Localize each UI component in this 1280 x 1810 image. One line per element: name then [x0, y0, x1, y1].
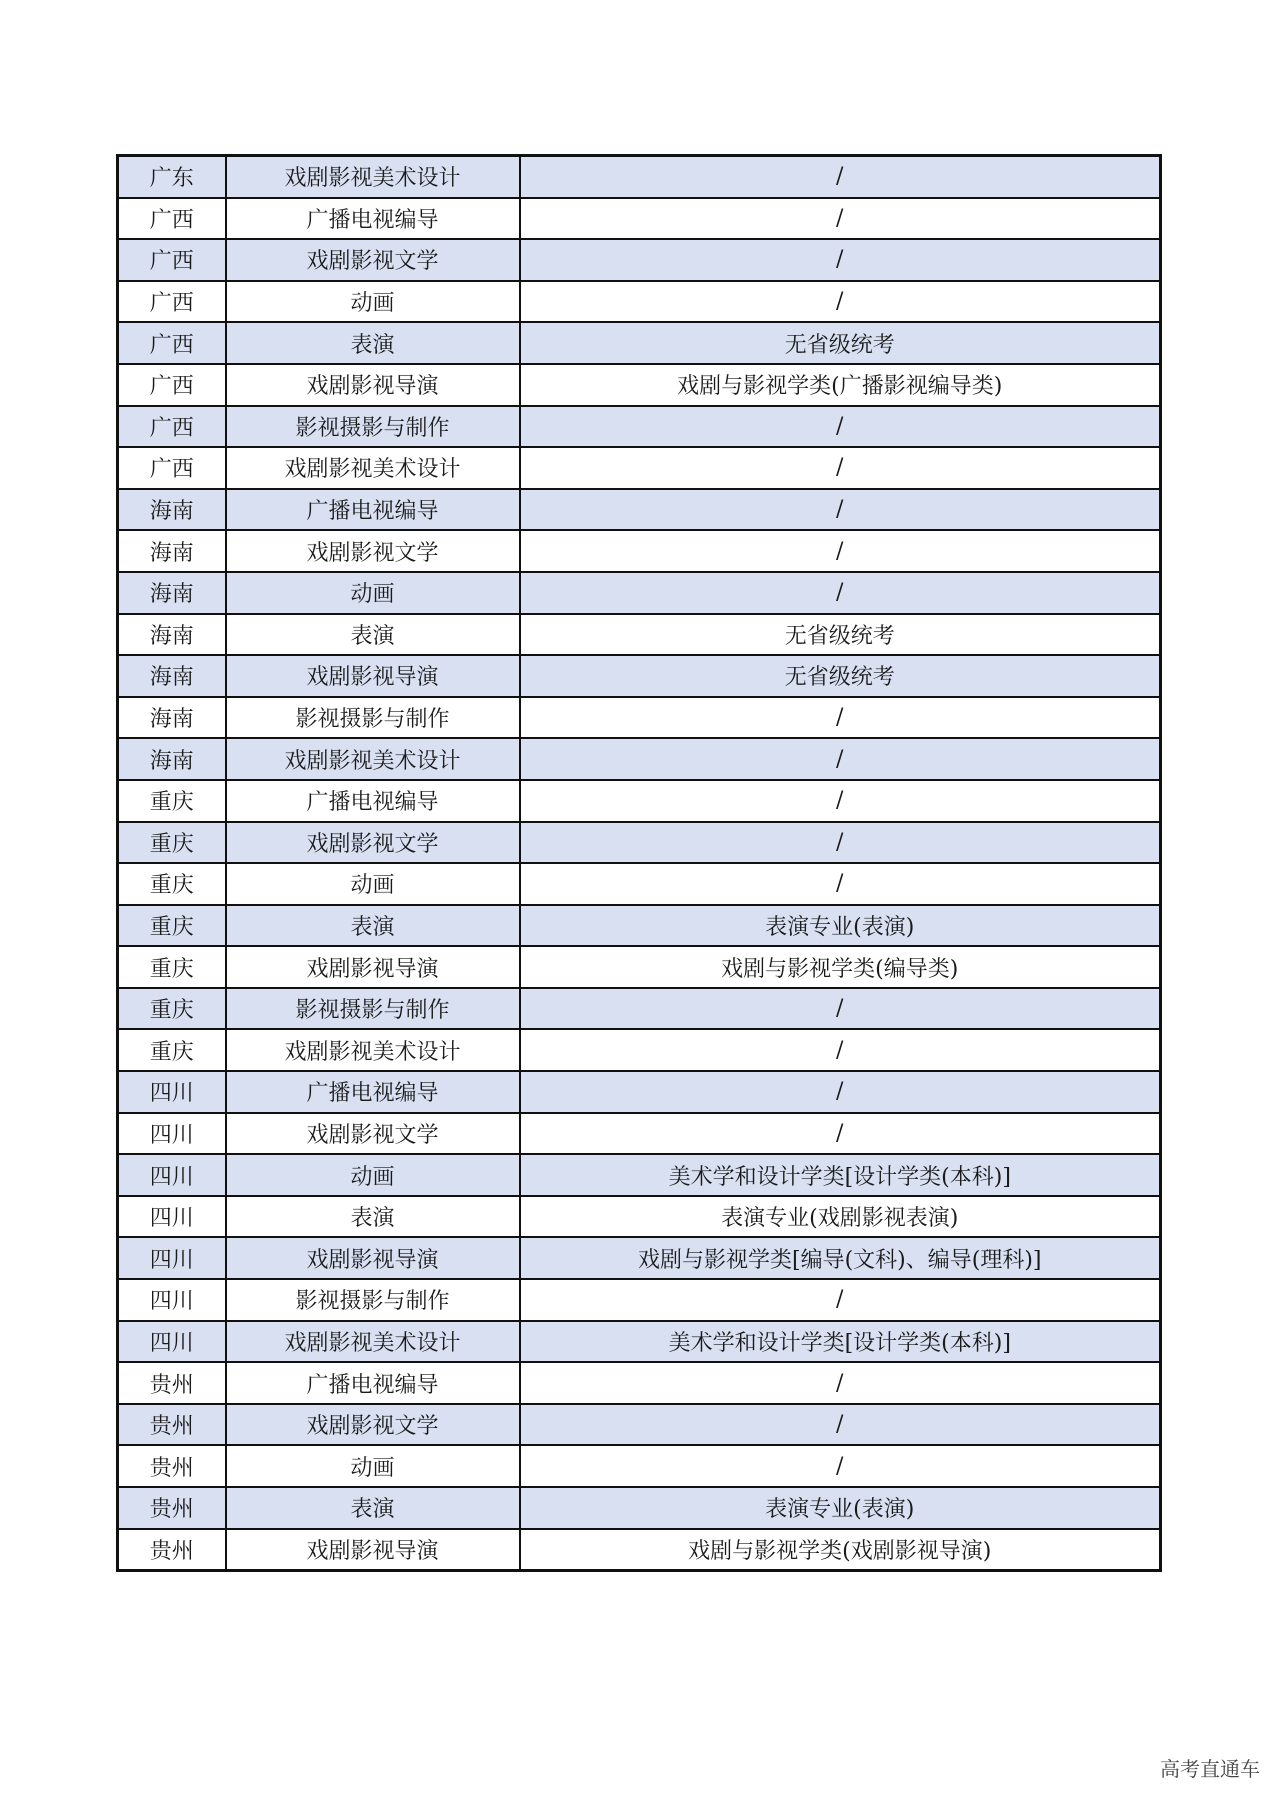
- table-row: [118, 905, 1161, 947]
- major-cell: 动画: [226, 863, 520, 905]
- province-cell: 四川: [118, 1154, 226, 1196]
- province-cell: 四川: [118, 1196, 226, 1238]
- exam-category-cell: /: [520, 530, 1161, 572]
- major-cell: 戏剧影视文学: [226, 1404, 520, 1446]
- major-cell: 戏剧影视文学: [226, 530, 520, 572]
- table-row: [118, 863, 1161, 905]
- province-cell: 广西: [118, 406, 226, 448]
- exam-category-cell: /: [520, 239, 1161, 281]
- table-row: [118, 1071, 1161, 1113]
- major-cell: 广播电视编导: [226, 1071, 520, 1113]
- exam-category-cell: 表演专业(戏剧影视表演): [520, 1196, 1161, 1238]
- major-cell: 广播电视编导: [226, 198, 520, 240]
- exam-category-cell: /: [520, 489, 1161, 531]
- province-cell: 贵州: [118, 1529, 226, 1571]
- exam-category-cell: /: [520, 738, 1161, 780]
- table-row: [118, 1237, 1161, 1279]
- major-cell: 戏剧影视美术设计: [226, 447, 520, 489]
- table-row: [118, 1529, 1161, 1571]
- table-row: [118, 156, 1161, 198]
- major-cell: 戏剧影视文学: [226, 1113, 520, 1155]
- major-cell: 戏剧影视导演: [226, 655, 520, 697]
- exam-category-cell: /: [520, 1071, 1161, 1113]
- province-cell: 贵州: [118, 1487, 226, 1529]
- table-row: [118, 614, 1161, 656]
- major-cell: 表演: [226, 322, 520, 364]
- exam-category-cell: /: [520, 1404, 1161, 1446]
- table-row: [118, 364, 1161, 406]
- exam-category-cell: 戏剧与影视学类[编导(文科)、编导(理科)]: [520, 1237, 1161, 1279]
- table-row: [118, 1445, 1161, 1487]
- exam-category-cell: /: [520, 988, 1161, 1030]
- province-cell: 重庆: [118, 946, 226, 988]
- major-cell: 戏剧影视导演: [226, 364, 520, 406]
- table-row: [118, 489, 1161, 531]
- major-cell: 广播电视编导: [226, 1362, 520, 1404]
- exam-category-cell: /: [520, 281, 1161, 323]
- exam-category-cell: 无省级统考: [520, 322, 1161, 364]
- province-cell: 贵州: [118, 1445, 226, 1487]
- exam-category-cell: 美术学和设计学类[设计学类(本科)]: [520, 1321, 1161, 1363]
- province-cell: 贵州: [118, 1404, 226, 1446]
- exam-category-cell: /: [520, 697, 1161, 739]
- province-cell: 广西: [118, 198, 226, 240]
- exam-category-cell: /: [520, 1113, 1161, 1155]
- exam-category-cell: 无省级统考: [520, 614, 1161, 656]
- province-cell: 四川: [118, 1113, 226, 1155]
- table-row: [118, 822, 1161, 864]
- exam-category-cell: 表演专业(表演): [520, 1487, 1161, 1529]
- table-row: [118, 946, 1161, 988]
- province-cell: 广西: [118, 322, 226, 364]
- province-cell: 重庆: [118, 780, 226, 822]
- exam-category-cell: /: [520, 1029, 1161, 1071]
- province-cell: 四川: [118, 1321, 226, 1363]
- table-row: [118, 1196, 1161, 1238]
- exam-category-cell: /: [520, 572, 1161, 614]
- major-cell: 动画: [226, 1154, 520, 1196]
- table-row: [118, 697, 1161, 739]
- exam-category-cell: /: [520, 1445, 1161, 1487]
- table-row: [118, 738, 1161, 780]
- major-cell: 影视摄影与制作: [226, 1279, 520, 1321]
- table-row: [118, 1279, 1161, 1321]
- table-row: [118, 780, 1161, 822]
- table-row: [118, 198, 1161, 240]
- table-row: [118, 1113, 1161, 1155]
- province-cell: 海南: [118, 489, 226, 531]
- watermark: 高考直通车: [1160, 1757, 1260, 1781]
- province-cell: 广西: [118, 447, 226, 489]
- major-cell: 戏剧影视文学: [226, 239, 520, 281]
- province-cell: 广西: [118, 239, 226, 281]
- exam-category-cell: /: [520, 198, 1161, 240]
- major-cell: 表演: [226, 1487, 520, 1529]
- exam-category-cell: /: [520, 863, 1161, 905]
- exam-category-cell: 美术学和设计学类[设计学类(本科)]: [520, 1154, 1161, 1196]
- major-cell: 戏剧影视导演: [226, 1529, 520, 1571]
- major-cell: 广播电视编导: [226, 489, 520, 531]
- table-body: [118, 156, 1161, 1571]
- exam-category-cell: /: [520, 156, 1161, 198]
- province-cell: 四川: [118, 1237, 226, 1279]
- province-cell: 广西: [118, 281, 226, 323]
- province-cell: 重庆: [118, 822, 226, 864]
- major-cell: 戏剧影视美术设计: [226, 1029, 520, 1071]
- province-cell: 广西: [118, 364, 226, 406]
- major-cell: 表演: [226, 1196, 520, 1238]
- exam-category-cell: 无省级统考: [520, 655, 1161, 697]
- major-cell: 戏剧影视美术设计: [226, 1321, 520, 1363]
- province-cell: 重庆: [118, 905, 226, 947]
- major-cell: 戏剧影视文学: [226, 822, 520, 864]
- major-cell: 影视摄影与制作: [226, 406, 520, 448]
- major-cell: 动画: [226, 281, 520, 323]
- major-cell: 动画: [226, 1445, 520, 1487]
- exam-category-cell: 戏剧与影视学类(广播影视编导类): [520, 364, 1161, 406]
- province-cell: 海南: [118, 738, 226, 780]
- province-cell: 重庆: [118, 863, 226, 905]
- province-cell: 海南: [118, 572, 226, 614]
- exam-category-table: [116, 154, 1162, 1572]
- major-cell: 动画: [226, 572, 520, 614]
- table-row: [118, 655, 1161, 697]
- exam-category-cell: /: [520, 1362, 1161, 1404]
- exam-category-cell: 表演专业(表演): [520, 905, 1161, 947]
- table-row: [118, 1321, 1161, 1363]
- major-cell: 影视摄影与制作: [226, 988, 520, 1030]
- major-cell: 影视摄影与制作: [226, 697, 520, 739]
- table-row: [118, 322, 1161, 364]
- exam-category-cell: /: [520, 822, 1161, 864]
- table-row: [118, 988, 1161, 1030]
- province-cell: 四川: [118, 1071, 226, 1113]
- exam-category-cell: 戏剧与影视学类(编导类): [520, 946, 1161, 988]
- major-cell: 戏剧影视美术设计: [226, 156, 520, 198]
- province-cell: 四川: [118, 1279, 226, 1321]
- province-cell: 重庆: [118, 1029, 226, 1071]
- table-row: [118, 406, 1161, 448]
- table-row: [118, 1154, 1161, 1196]
- major-cell: 广播电视编导: [226, 780, 520, 822]
- province-cell: 海南: [118, 614, 226, 656]
- table-row: [118, 447, 1161, 489]
- table-row: [118, 530, 1161, 572]
- table-row: [118, 572, 1161, 614]
- table-row: [118, 1404, 1161, 1446]
- province-cell: 贵州: [118, 1362, 226, 1404]
- major-cell: 表演: [226, 614, 520, 656]
- table-row: [118, 1029, 1161, 1071]
- province-cell: 海南: [118, 697, 226, 739]
- province-cell: 海南: [118, 655, 226, 697]
- province-cell: 海南: [118, 530, 226, 572]
- exam-category-cell: /: [520, 780, 1161, 822]
- province-cell: 广东: [118, 156, 226, 198]
- major-cell: 戏剧影视导演: [226, 946, 520, 988]
- table-row: [118, 1487, 1161, 1529]
- exam-category-cell: 戏剧与影视学类(戏剧影视导演): [520, 1529, 1161, 1571]
- exam-category-cell: /: [520, 1279, 1161, 1321]
- table-row: [118, 239, 1161, 281]
- major-cell: 表演: [226, 905, 520, 947]
- exam-category-cell: /: [520, 447, 1161, 489]
- exam-category-table-container: [116, 154, 1159, 1572]
- province-cell: 重庆: [118, 988, 226, 1030]
- table-row: [118, 1362, 1161, 1404]
- major-cell: 戏剧影视美术设计: [226, 738, 520, 780]
- table-row: [118, 281, 1161, 323]
- exam-category-cell: /: [520, 406, 1161, 448]
- major-cell: 戏剧影视导演: [226, 1237, 520, 1279]
